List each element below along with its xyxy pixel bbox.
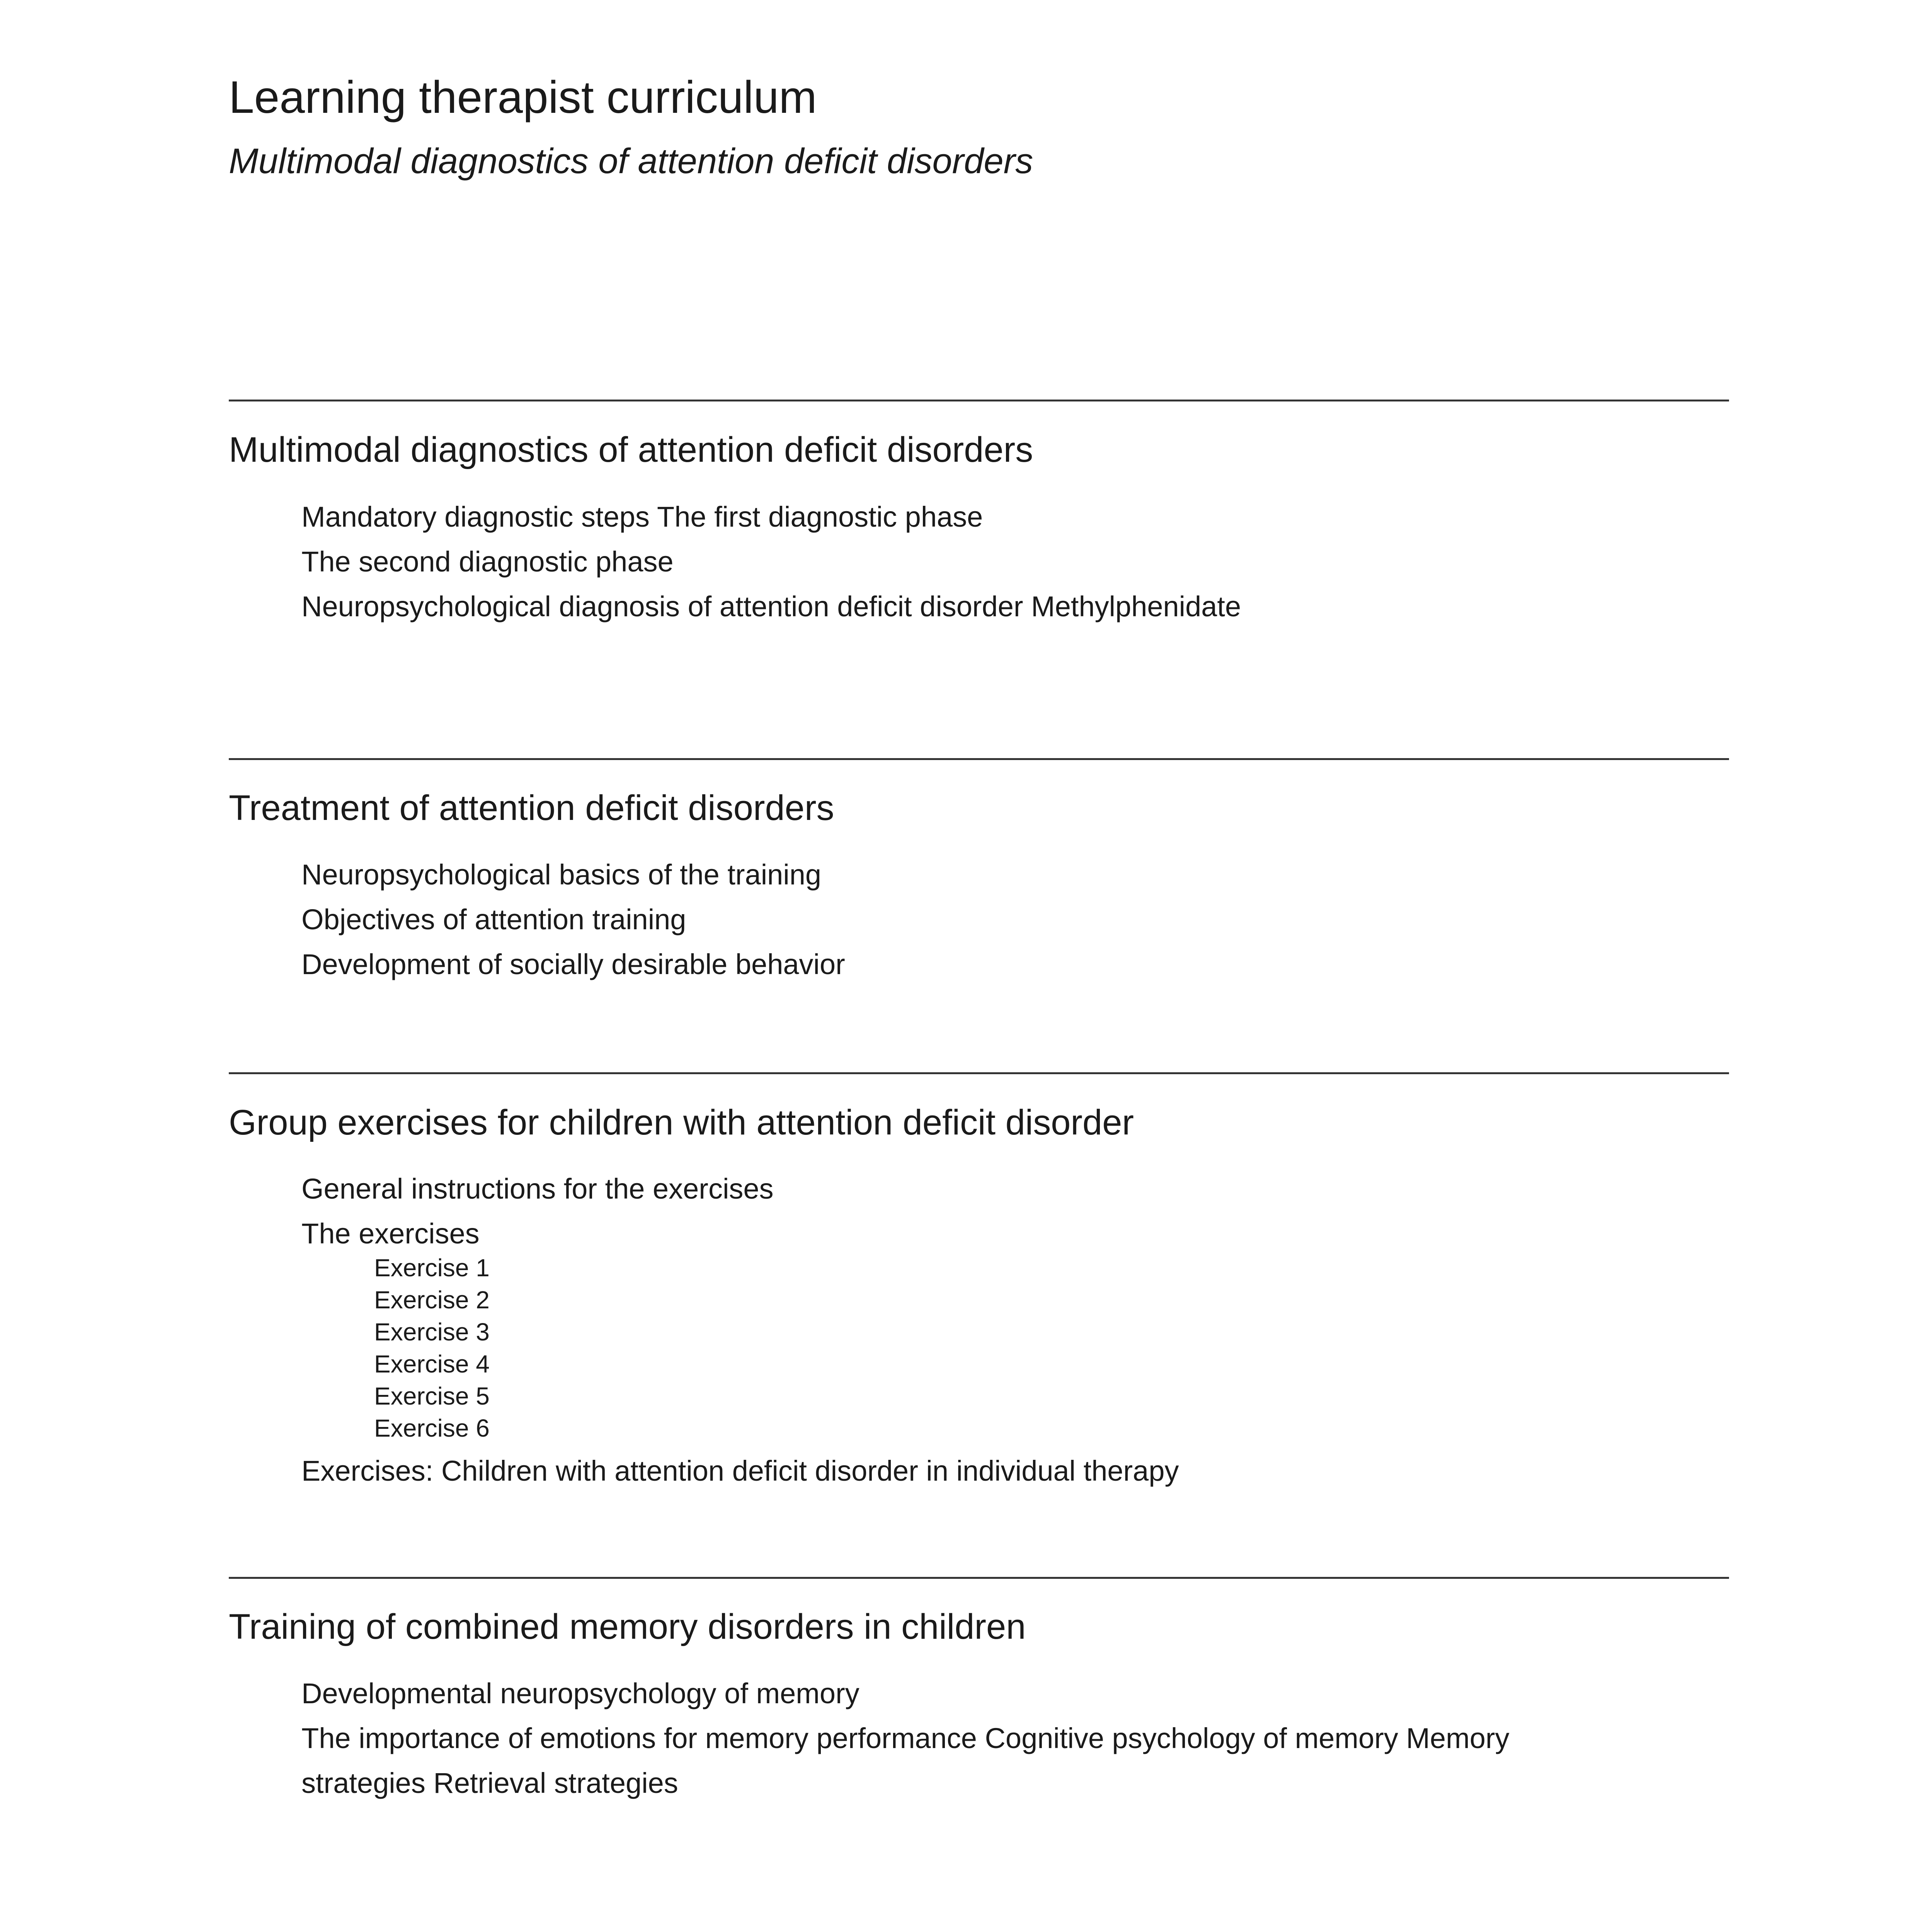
section-item: The importance of emotions for memory performance Cognitive psychology of memory Memory: [301, 1722, 1510, 1754]
section-item: The exercises: [301, 1218, 480, 1250]
section-heading: Group exercises for children with attention deficit disorder: [229, 1103, 1134, 1142]
section-item: Developmental neuropsychology of memory: [301, 1677, 859, 1709]
section-item: Objectives of attention training: [301, 903, 686, 935]
exercise-subitem: Exercise 1: [374, 1254, 490, 1282]
section-item: strategies Retrieval strategies: [301, 1767, 678, 1799]
section-item: Mandatory diagnostic steps The first diagnostic phase: [301, 501, 983, 533]
section-item: Neuropsychological basics of the training: [301, 859, 822, 891]
section-heading: Multimodal diagnostics of attention deficit disorders: [229, 430, 1033, 469]
exercise-subitem: Exercise 5: [374, 1382, 490, 1410]
section-heading: Training of combined memory disorders in children: [229, 1607, 1026, 1646]
exercise-subitem: Exercise 3: [374, 1318, 490, 1346]
section-item: Development of socially desirable behavior: [301, 948, 845, 980]
section-divider: [229, 1577, 1729, 1579]
section-item: General instructions for the exercises: [301, 1173, 774, 1205]
section-item: Neuropsychological diagnosis of attention deficit disorder Methylphenidate: [301, 590, 1241, 622]
section-divider: [229, 1072, 1729, 1074]
document-subtitle: Multimodal diagnostics of attention deficit disorders: [229, 141, 1033, 181]
document-title: Learning therapist curriculum: [229, 72, 817, 123]
section-divider: [229, 400, 1729, 401]
exercise-subitem: Exercise 6: [374, 1414, 490, 1442]
section-item: Exercises: Children with attention deficit disorder in individual therapy: [301, 1455, 1179, 1487]
section-divider: [229, 758, 1729, 760]
section-item: The second diagnostic phase: [301, 546, 674, 578]
section-heading: Treatment of attention deficit disorders: [229, 788, 834, 828]
exercise-subitem: Exercise 4: [374, 1350, 490, 1378]
exercise-subitem: Exercise 2: [374, 1286, 490, 1314]
